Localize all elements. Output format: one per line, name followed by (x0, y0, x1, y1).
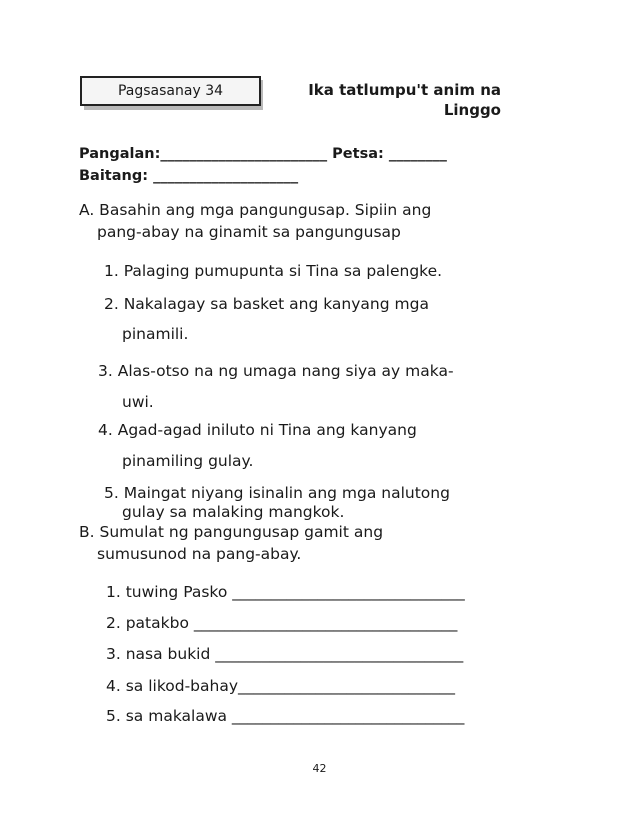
section-b-item-5: 5. sa makalawa ______________________________ (106, 707, 465, 725)
week-label (300, 80, 501, 120)
section-b-instruction-line1: B. Sumulat ng pangungusap gamit ang (79, 523, 384, 541)
section-a-item-4: 4. Agad-agad iniluto ni Tina ang kanyang (98, 421, 417, 439)
section-a-item-2: 2. Nakalagay sa basket ang kanyang mga (104, 295, 429, 313)
section-a-instruction-line1: A. Basahin ang mga pangungusap. Sipiin ang (79, 201, 432, 219)
section-b-item-4: 4. sa likod-bahay____________________________ (106, 677, 455, 695)
page-number: 42 (312, 762, 327, 775)
section-a-item-3-cont: uwi. (122, 393, 154, 411)
section-a-item-2-cont: pinamili. (122, 325, 189, 343)
section-b-item-3: 3. nasa bukid ________________________________ (106, 645, 464, 663)
name-date-field: Pangalan:_______________________ Petsa: ________ (79, 146, 447, 162)
section-a-item-4-cont: pinamiling gulay. (122, 452, 254, 470)
week-label-line1: Ika tatlumpu't anim na (308, 81, 501, 99)
section-b-instruction-line2: sumusunod na pang-abay. (97, 545, 302, 563)
week-label-line2: Linggo (443, 101, 501, 119)
grade-field: Baitang: ____________________ (79, 168, 299, 184)
section-a-instruction-line2: pang-abay na ginamit sa pangungusap (97, 223, 401, 241)
exercise-title: Pagsasanay 34 (117, 83, 224, 99)
section-b-item-2: 2. patakbo __________________________________ (106, 614, 458, 632)
section-a-item-1: 1. Palaging pumupunta si Tina sa palengke. (104, 262, 443, 280)
section-b-item-1: 1. tuwing Pasko ______________________________ (106, 583, 465, 601)
exercise-title-box (80, 76, 261, 106)
section-a-item-5: 5. Maingat niyang isinalin ang mga nalutong (104, 484, 450, 502)
section-a-item-3: 3. Alas-otso na ng umaga nang siya ay maka- (98, 362, 454, 380)
section-a-item-5-cont: gulay sa malaking mangkok. (122, 503, 345, 521)
